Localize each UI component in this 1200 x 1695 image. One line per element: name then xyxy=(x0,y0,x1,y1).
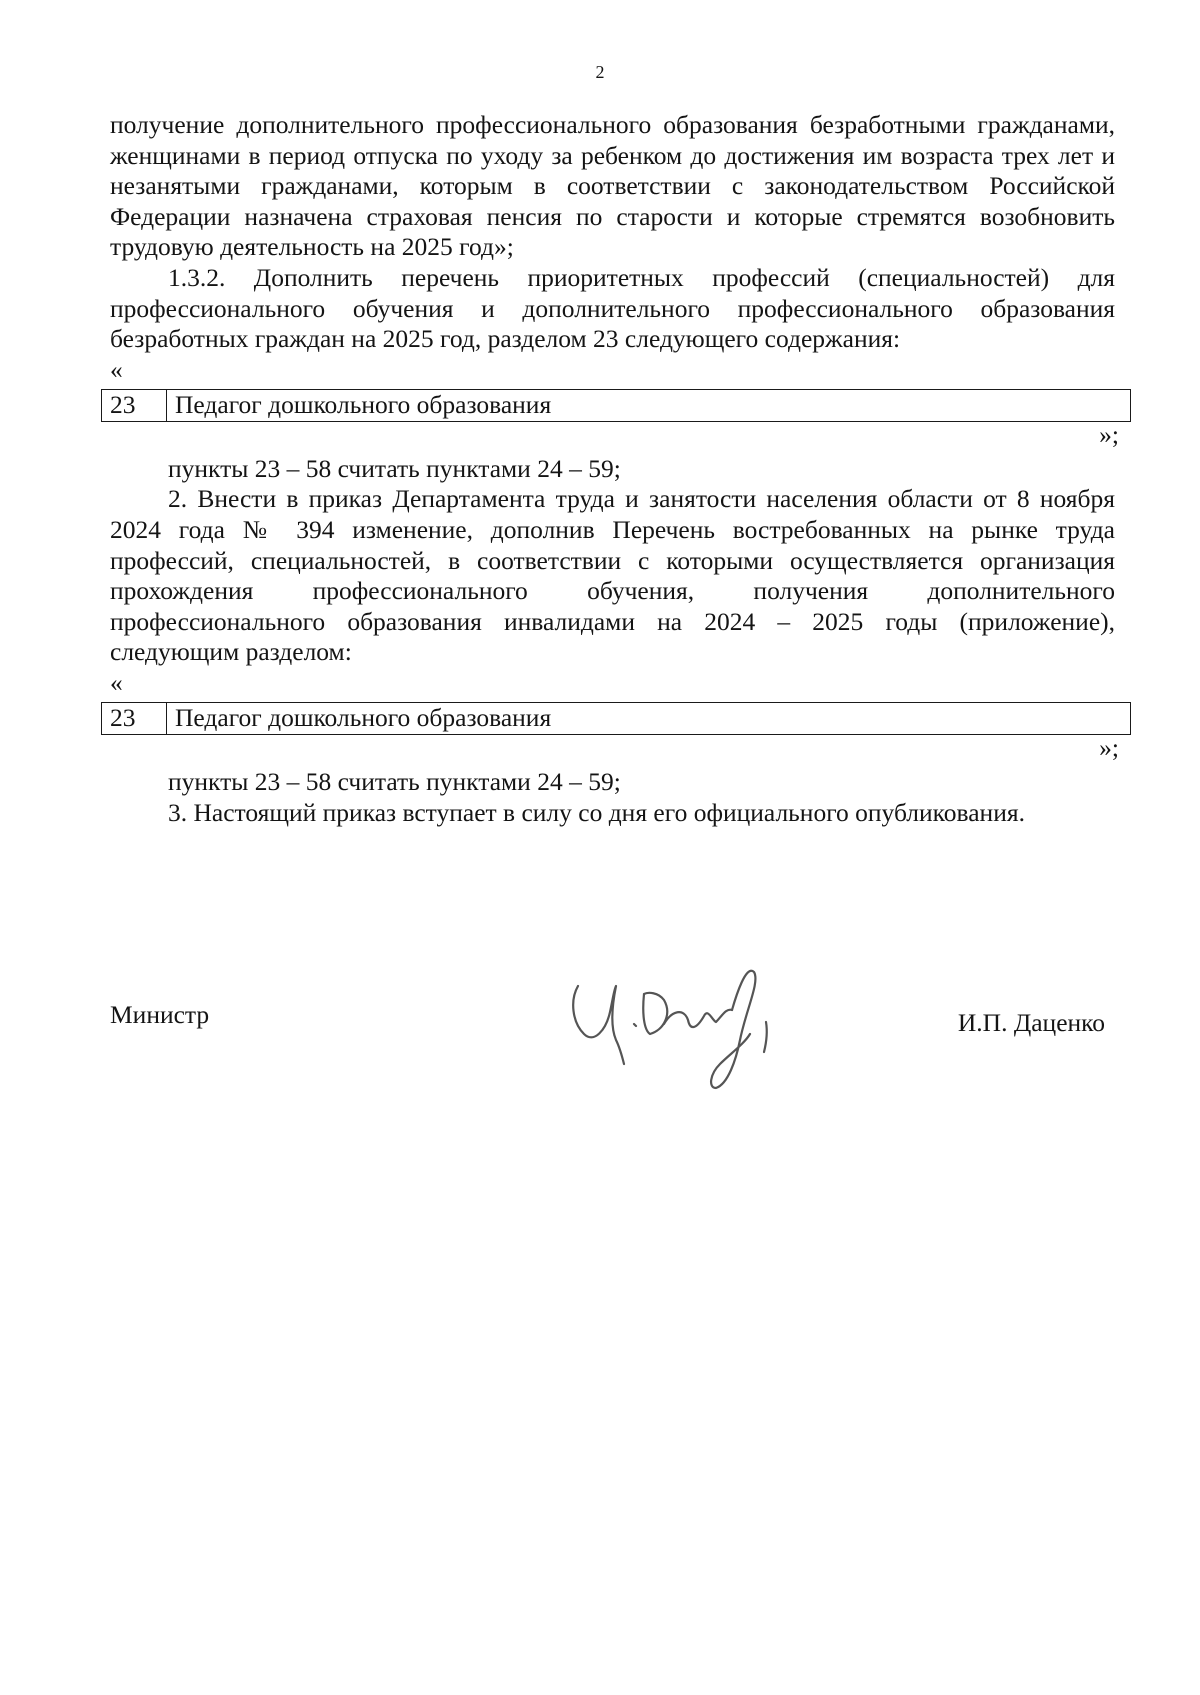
paragraph-intro-continuation: получение дополнительного профессионального образования безработными гражданами, женщинами в период отпуска по уходу за ребенком до достижения им возраста трех лет и незанятыми гражданами, которым в соответствии с законодательством Российской Федерации назначена страховая пенсия по старости и которые стремятся возобновить трудовую деятельность на 2025 год»; xyxy=(110,110,1115,262)
section-table-2 xyxy=(101,702,1131,735)
section-number-cell: 23 xyxy=(102,389,167,421)
paragraph-renumbering-1: пункты 23 – 58 считать пунктами 24 – 59; xyxy=(168,453,621,483)
quote-close-row xyxy=(110,419,1119,454)
signer-position: Министр xyxy=(110,1000,210,1029)
document-body xyxy=(110,110,1119,828)
signer-name: И.П. Даценко xyxy=(957,1008,1105,1037)
handwritten-signature xyxy=(560,960,790,1100)
paragraph-1-3-2: 1.3.2. Дополнить перечень приоритетных профессий (специальностей) для профессионального обучения и дополнительного профессионального образования безработных граждан на 2025 год, разделом 23 следующего содержания: xyxy=(110,262,1115,354)
signature-block xyxy=(110,960,1115,1110)
quote-close-row xyxy=(110,732,1119,767)
paragraph-3: 3. Настоящий приказ вступает в силу со дня его официального опубликования. xyxy=(168,797,1025,827)
quote-open-mark: « xyxy=(110,667,123,697)
quote-close-mark: »; xyxy=(1099,419,1119,449)
quote-open-mark: « xyxy=(110,354,123,384)
section-table-1 xyxy=(101,389,1131,422)
section-name-cell: Педагог дошкольного образования xyxy=(167,702,1131,734)
table-row xyxy=(102,702,1131,734)
table-row xyxy=(102,389,1131,421)
paragraph-2: 2. Внести в приказ Департамента труда и занятости населения области от 8 ноября 2024 года № 394 изменение, дополнив Перечень востребованных на рынке труда профессий, специальностей, в соответствии с которыми осуществляется организация прохождения профессионального обучения, получения дополнительного профессионального образования инвалидами на 2024 – 2025 годы (приложение), следующим разделом: xyxy=(110,484,1115,667)
section-name-cell: Педагог дошкольного образования xyxy=(167,389,1131,421)
quote-close-mark: »; xyxy=(1099,732,1119,762)
paragraph-renumbering-2: пункты 23 – 58 считать пунктами 24 – 59; xyxy=(168,766,621,796)
section-number-cell: 23 xyxy=(102,702,167,734)
page-number: 2 xyxy=(595,62,605,82)
